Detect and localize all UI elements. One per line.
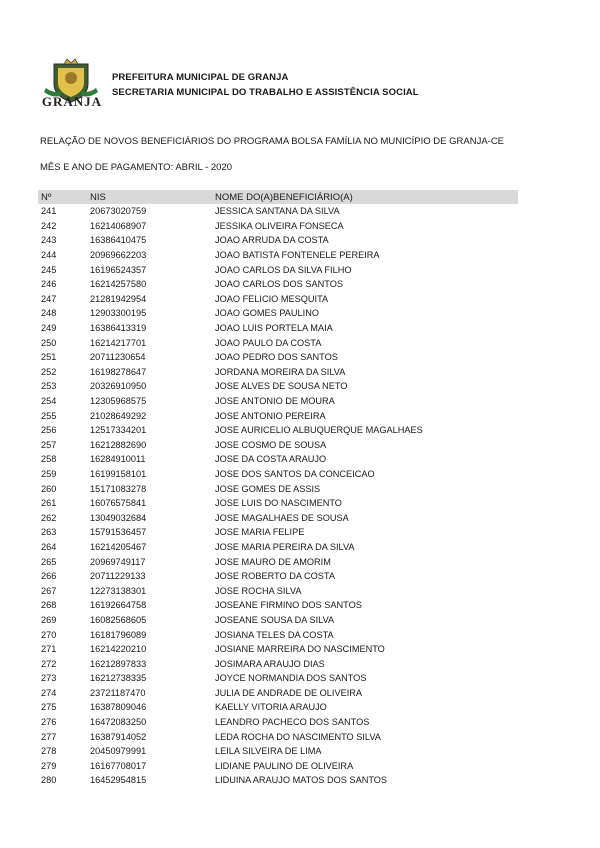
row-number: 264: [41, 541, 57, 552]
row-name: JOSE MARIA FELIPE: [215, 527, 305, 538]
table-row: [38, 423, 518, 438]
row-number: 252: [41, 366, 57, 377]
row-number: 251: [41, 352, 57, 363]
table-row: [38, 306, 518, 321]
row-name: LIDUINA ARAUJO MATOS DOS SANTOS: [215, 775, 388, 786]
row-number: 269: [41, 614, 57, 625]
table-row: [38, 700, 518, 715]
logo-wordmark: GRANJA: [41, 94, 103, 109]
row-nis: 16076575841: [90, 498, 147, 509]
row-number: 266: [41, 571, 57, 582]
row-name: JOAO PAULO DA COSTA: [215, 337, 322, 348]
row-nis: 16284910011: [90, 454, 146, 465]
row-nis: 16198278647: [90, 366, 147, 377]
row-nis: 16212738335: [90, 673, 147, 684]
row-number: 276: [41, 717, 57, 728]
row-name: JOSE ANTONIO DE MOURA: [215, 396, 335, 407]
row-name: JOSE MARIA PEREIRA DA SILVA: [215, 541, 355, 552]
row-number: 257: [41, 439, 57, 450]
row-nis: 20969749117: [90, 556, 146, 567]
row-name: JOAO PEDRO DOS SANTOS: [215, 352, 338, 363]
row-name: JOSEANE SOUSA DA SILVA: [215, 614, 335, 625]
row-number: 249: [41, 323, 57, 334]
row-nis: 12273138301: [90, 585, 147, 596]
table-body: [38, 204, 518, 788]
row-number: 244: [41, 250, 57, 261]
row-nis: 16181796089: [90, 629, 147, 640]
row-number: 277: [41, 731, 57, 742]
table-row: [38, 335, 518, 350]
row-name: JOAO LUIS PORTELA MAIA: [215, 323, 333, 334]
row-name: JOSE ROBERTO DA COSTA: [215, 571, 335, 582]
row-number: 274: [41, 687, 57, 698]
table-row: [38, 496, 518, 511]
row-number: 250: [41, 337, 57, 348]
row-name: JOSE GOMES DE ASSIS: [215, 483, 321, 494]
row-nis: 16472083250: [90, 717, 147, 728]
row-name: JOSEANE FIRMINO DOS SANTOS: [215, 600, 362, 611]
row-nis: 20711229133: [90, 571, 146, 582]
row-nis: 23721187470: [90, 687, 146, 698]
column-nis-header: NIS: [90, 191, 106, 203]
row-number: 278: [41, 746, 57, 757]
row-name: JOSE ALVES DE SOUSA NETO: [215, 381, 348, 392]
table-row: [38, 686, 518, 701]
row-number: 279: [41, 760, 57, 771]
table-row: [38, 759, 518, 774]
row-nis: 16214217701: [90, 337, 147, 348]
row-number: 242: [41, 220, 57, 231]
table-row: [38, 394, 518, 409]
row-nis: 16082568605: [90, 614, 147, 625]
row-name: JESSICA SANTANA DA SILVA: [215, 206, 340, 217]
row-nis: 16199158101: [90, 468, 147, 479]
table-row: [38, 627, 518, 642]
row-nis: 21028649292: [90, 410, 147, 421]
table-row: [38, 379, 518, 394]
table-row: [38, 350, 518, 365]
row-nis: 20969662203: [90, 250, 147, 261]
row-nis: 16167708017: [90, 760, 147, 771]
relation-title: RELAÇÃO DE NOVOS BENEFICIÁRIOS DO PROGRAMA BOLSA FAMÍLIA NO MUNICÍPIO DE GRANJA-CE: [40, 136, 505, 147]
row-name: JULIA DE ANDRADE DE OLIVEIRA: [215, 687, 363, 698]
row-nis: 20711230654: [90, 352, 146, 363]
table-row: [38, 248, 518, 263]
row-name: JOSE ANTONIO PEREIRA: [215, 410, 326, 421]
row-nis: 16387809046: [90, 702, 147, 713]
payment-month: MÊS E ANO DE PAGAMENTO: ABRIL - 2020: [40, 162, 232, 173]
row-name: LIDIANE PAULINO DE OLIVEIRA: [215, 760, 354, 771]
row-nis: 15171083278: [90, 483, 147, 494]
row-number: 275: [41, 702, 57, 713]
table-row: [38, 467, 518, 482]
table-row: [38, 452, 518, 467]
row-nis: 20673020759: [90, 206, 147, 217]
table-row: [38, 729, 518, 744]
row-name: JOYCE NORMANDIA DOS SANTOS: [215, 673, 367, 684]
row-nis: 16214205467: [90, 541, 147, 552]
row-number: 267: [41, 585, 57, 596]
row-nis: 21281942954: [90, 293, 147, 304]
row-name: JOSE DA COSTA ARAUJO: [215, 454, 327, 465]
table-row: [38, 365, 518, 380]
table-row: [38, 671, 518, 686]
table-row: [38, 292, 518, 307]
row-nis: 16214068907: [90, 220, 147, 231]
row-name: JOSE MAURO DE AMORIM: [215, 556, 331, 567]
row-name: JOSE COSMO DE SOUSA: [215, 439, 327, 450]
row-nis: 16212882690: [90, 439, 147, 450]
row-number: 270: [41, 629, 57, 640]
prefeitura-title: PREFEITURA MUNICIPAL DE GRANJA: [112, 72, 289, 83]
table-row: [38, 744, 518, 759]
row-name: JOSIANA TELES DA COSTA: [215, 629, 334, 640]
row-number: 268: [41, 600, 57, 611]
row-number: 248: [41, 308, 57, 319]
row-number: 259: [41, 468, 57, 479]
row-number: 253: [41, 381, 57, 392]
row-number: 265: [41, 556, 57, 567]
table-row: [38, 715, 518, 730]
table-row: [38, 554, 518, 569]
row-nis: 16452954815: [90, 775, 147, 786]
row-number: 255: [41, 410, 57, 421]
row-nis: 16192664758: [90, 600, 147, 611]
row-number: 243: [41, 235, 57, 246]
row-name: JOAO CARLOS DOS SANTOS: [215, 279, 343, 290]
table-row: [38, 219, 518, 234]
table-row: [38, 438, 518, 453]
row-name: JOSIANE MARREIRA DO NASCIMENTO: [215, 644, 385, 655]
row-nis: 13049032684: [90, 512, 147, 523]
row-number: 262: [41, 512, 57, 523]
table-row: [38, 540, 518, 555]
table-row: [38, 525, 518, 540]
row-name: JOSIMARA ARAUJO DIAS: [215, 658, 325, 669]
row-number: 260: [41, 483, 57, 494]
row-number: 280: [41, 775, 57, 786]
row-name: JOSE ROCHA SILVA: [215, 585, 302, 596]
beneficiaries-table: [38, 190, 518, 788]
row-number: 258: [41, 454, 57, 465]
table-row: [38, 481, 518, 496]
row-number: 263: [41, 527, 57, 538]
row-number: 241: [41, 206, 57, 217]
row-nis: 16196524357: [90, 264, 147, 275]
row-name: LEDA ROCHA DO NASCIMENTO SILVA: [215, 731, 381, 742]
row-name: LEILA SILVEIRA DE LIMA: [215, 746, 322, 757]
row-name: JORDANA MOREIRA DA SILVA: [215, 366, 346, 377]
table-row: [38, 642, 518, 657]
row-number: 246: [41, 279, 57, 290]
row-name: JOAO CARLOS DA SILVA FILHO: [215, 264, 352, 275]
table-row: [38, 204, 518, 219]
row-name: JOAO GOMES PAULINO: [215, 308, 319, 319]
row-name: JOAO FELICIO MESQUITA: [215, 293, 329, 304]
table-row: [38, 613, 518, 628]
secretaria-title: SECRETARIA MUNICIPAL DO TRABALHO E ASSISTÊNCIA SOCIAL: [112, 87, 419, 98]
row-number: 247: [41, 293, 57, 304]
row-nis: 16387914052: [90, 731, 147, 742]
row-number: 271: [41, 644, 57, 655]
row-name: JOSE DOS SANTOS DA CONCEICAO: [215, 468, 375, 479]
table-row: [38, 233, 518, 248]
table-row: [38, 321, 518, 336]
table-row: [38, 583, 518, 598]
row-number: 261: [41, 498, 57, 509]
table-row: [38, 569, 518, 584]
row-name: JOSE MAGALHAES DE SOUSA: [215, 512, 349, 523]
row-number: 256: [41, 425, 57, 436]
table-row: [38, 262, 518, 277]
table-row: [38, 510, 518, 525]
row-nis: 16386410475: [90, 235, 147, 246]
table-row: [38, 408, 518, 423]
row-nis: 12903300195: [90, 308, 147, 319]
row-nis: 20326910950: [90, 381, 147, 392]
row-number: 272: [41, 658, 57, 669]
row-name: JOAO BATISTA FONTENELE PEREIRA: [215, 250, 380, 261]
row-name: JESSIKA OLIVEIRA FONSECA: [215, 220, 344, 231]
row-nis: 12305968575: [90, 396, 147, 407]
table-row: [38, 773, 518, 788]
row-name: LEANDRO PACHECO DOS SANTOS: [215, 717, 370, 728]
table-row: [38, 656, 518, 671]
column-name-header: NOME DO(A)BENEFICIÁRIO(A): [215, 191, 353, 203]
row-nis: 16214257580: [90, 279, 147, 290]
row-nis: 16214220210: [90, 644, 147, 655]
row-name: JOSE LUIS DO NASCIMENTO: [215, 498, 342, 509]
row-nis: 16386413319: [90, 323, 147, 334]
column-number-header: Nº: [41, 191, 52, 203]
table-row: [38, 277, 518, 292]
row-number: 245: [41, 264, 57, 275]
row-number: 273: [41, 673, 57, 684]
row-nis: 15791536457: [90, 527, 147, 538]
row-nis: 12517334201: [90, 425, 147, 436]
row-nis: 20450979991: [90, 746, 147, 757]
row-number: 254: [41, 396, 57, 407]
row-nis: 16212897833: [90, 658, 147, 669]
table-row: [38, 598, 518, 613]
row-name: JOAO ARRUDA DA COSTA: [215, 235, 329, 246]
row-name: KAELLY VITORIA ARAUJO: [215, 702, 327, 713]
row-name: JOSE AURICELIO ALBUQUERQUE MAGALHAES: [215, 425, 423, 436]
table-header: [38, 190, 518, 204]
